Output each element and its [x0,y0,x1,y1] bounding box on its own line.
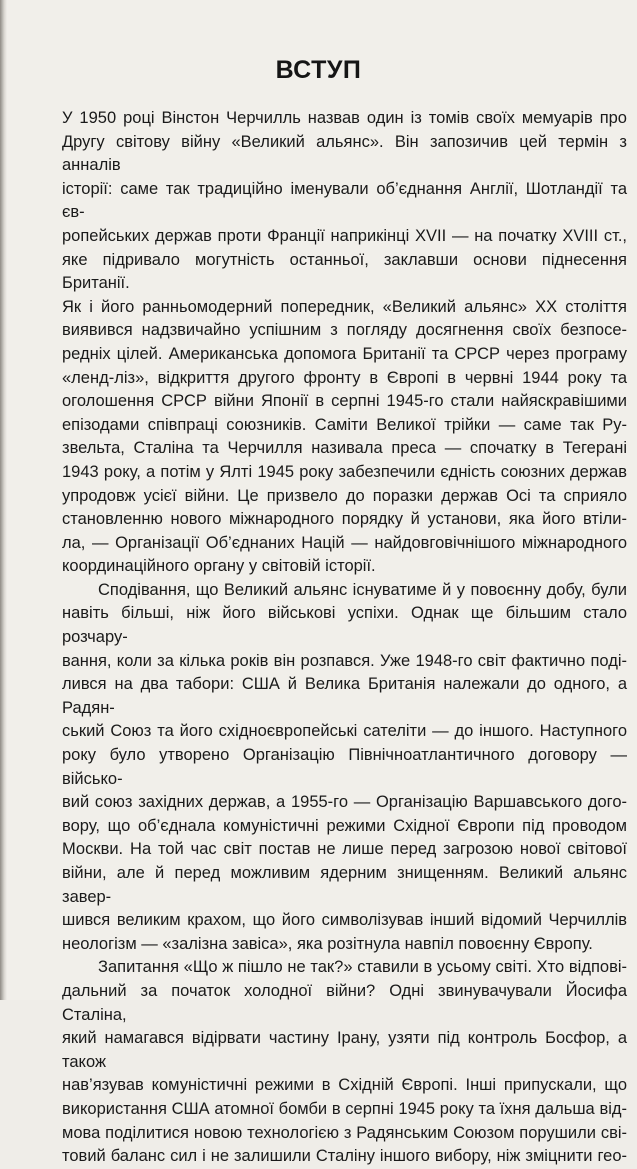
text-line: історії: саме так традиційно іменували об’єднання Англії, Шотландії та єв- [62,179,627,222]
text-line: Запитання «Що ж пішло не так?» ставили в усьому світі. Хто відпові- [98,958,627,977]
text-line: дальний за початок холодної війни? Одні звинувачували Йосифа Сталіна, [62,981,627,1024]
body-text [62,107,627,1169]
text-line: ський Союз та його східноєвропейські сателіти — до іншого. Наступного [62,722,627,741]
text-line: року було утворено Організацію Північноатлантичного договору — військо- [62,746,627,788]
text-line: мова поділитися новою технологією з Радянським Союзом порушили сві- [62,1123,627,1142]
text-line: війни, але й перед можливим ядерним знищенням. Великий альянс завер- [62,864,627,906]
text-line: неологізм — «залізна завіса», яка розітнула навпіл повоєнну Європу. [62,934,593,953]
chapter-heading: ВСТУП [275,56,362,84]
text-line: шився великим крахом, що його символізував інший відомий Черчиллів [62,911,627,930]
text-line: координаційного органу у світовій історії. [62,557,376,576]
text-line: виявився надзвичайно успішним з погляду досягнення своїх безпосе- [62,321,627,340]
text-line: вий союз західних держав, а 1955-го — Організацію Варшавського дого- [62,793,627,812]
text-line: становленню нового міжнародного порядку й установи, яка його втіли- [62,510,627,529]
text-line: Як і його ранньомодерний попередник, «Великий альянс» XX століття [62,297,627,316]
text-line: яке підривало могутність останньої, заклавши основи піднесення Британії. [62,250,627,293]
text-line: Москви. На той час світ постав не лише перед загрозою нової світової [62,840,627,859]
text-line: «ленд-ліз», відкриття другого фронту в Європі в червні 1944 року та [62,368,627,387]
text-line: ла, — Організації Об’єднаних Націй — найдовговічнішого міжнародного [62,533,627,552]
text-line: вання, коли за кілька років він розпався. Уже 1948-го світ фактично поді- [62,651,627,670]
text-line: лився на два табори: США й Велика Британія належали до одного, а Радян- [62,675,627,717]
text-line: використання США атомної бомби в серпні 1945 року та їхня дальша від- [62,1099,627,1118]
text-line: Сподівання, що Великий альянс існуватиме й у повоєнну добу, були [98,580,627,599]
text-line: товий баланс сил і не залишили Сталіну іншого вибору, ніж зміцнити гео- [62,1147,627,1166]
page-binding-shadow [0,0,7,1000]
text-line: епізодами співпраці союзників. Саміти Великої трійки — саме так Ру- [62,415,627,434]
text-line: навіть більші, ніж його військові успіхи. Однак ще більшим стало розчару- [62,604,627,647]
text-line: який намагався відірвати частину Ірану, узяти під контроль Босфор, а також [62,1029,627,1071]
text-line: Другу світову війну «Великий альянс». Він запозичив цей термін з анналів [62,132,627,175]
text-line: оголошення СРСР війни Японії в серпні 1945-го стали найяскравішими [62,392,627,411]
text-line: У 1950 році Вінстон Черчилль назвав один із томів своїх мемуарів про [62,109,627,127]
text-line: вору, що об’єднала комуністичні режими Східної Європи під проводом [62,816,627,835]
text-line: 1943 року, а потім у Ялті 1945 року забезпечили єдність союзних держав [62,462,627,481]
text-line: нав’язував комуністичні режими в Східній Європі. Інші припускали, що [62,1076,627,1095]
text-line: упродовж усієї війни. Це призвело до поразки держав Осі та сприяло [62,486,627,505]
text-line: звельта, Сталіна та Черчилля називала преса — спочатку в Тегерані [62,439,627,458]
text-line: ропейських держав проти Франції наприкінці XVII — на початку XVIII ст., [62,226,627,245]
text-line: редніх цілей. Американська допомога Британії та СРСР через програму [62,344,627,363]
